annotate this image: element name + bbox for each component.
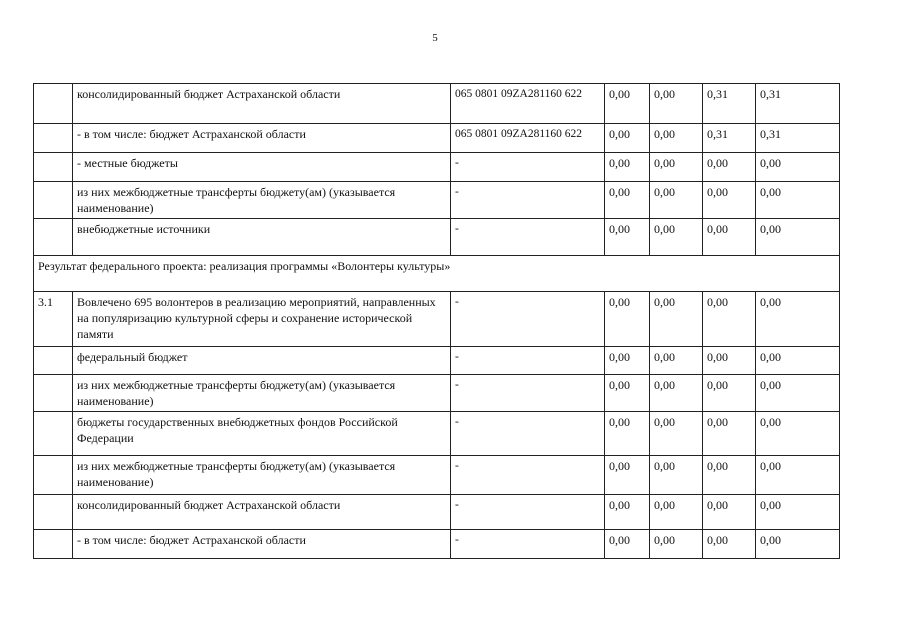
row-value-3: 0,00 [703,153,756,182]
row-value-1: 0,00 [605,153,650,182]
row-name: - местные бюджеты [73,153,451,182]
row-value-1: 0,00 [605,84,650,124]
row-code: - [451,182,605,219]
row-index [34,495,73,530]
row-code: - [451,530,605,559]
row-value-1: 0,00 [605,495,650,530]
row-value-2: 0,00 [650,219,703,256]
table-row [34,495,840,530]
table-row [34,153,840,182]
row-value-3: 0,00 [703,412,756,456]
row-index [34,124,73,153]
row-value-4: 0,00 [756,182,840,219]
row-name: федеральный бюджет [73,347,451,375]
row-index [34,530,73,559]
row-value-3: 0,00 [703,456,756,495]
row-index [34,456,73,495]
row-name: из них межбюджетные трансферты бюджету(ам) (указывается наименование) [73,375,451,412]
row-value-2: 0,00 [650,182,703,219]
row-name: - в том числе: бюджет Астраханской области [73,124,451,153]
row-value-3: 0,00 [703,495,756,530]
row-value-3: 0,00 [703,219,756,256]
row-code: - [451,292,605,347]
row-value-1: 0,00 [605,182,650,219]
row-value-4: 0,31 [756,124,840,153]
row-name: - в том числе: бюджет Астраханской области [73,530,451,559]
row-value-4: 0,00 [756,495,840,530]
row-value-4: 0,00 [756,412,840,456]
section-title: Результат федерального проекта: реализация программы «Волонтеры культуры» [34,256,840,292]
row-value-2: 0,00 [650,456,703,495]
row-name: консолидированный бюджет Астраханской области [73,84,451,124]
row-code: 065 0801 09ZA281160 622 [451,124,605,153]
row-code: - [451,412,605,456]
row-value-1: 0,00 [605,124,650,153]
row-index [34,412,73,456]
row-code: - [451,347,605,375]
row-name: Вовлечено 695 волонтеров в реализацию мероприятий, направленных на популяризацию культурной сферы и сохранение исторической памяти [73,292,451,347]
table-row [34,219,840,256]
row-value-3: 0,31 [703,84,756,124]
row-value-1: 0,00 [605,456,650,495]
row-index: 3.1 [34,292,73,347]
row-value-4: 0,00 [756,219,840,256]
row-value-1: 0,00 [605,219,650,256]
row-name: бюджеты государственных внебюджетных фондов Российской Федерации [73,412,451,456]
row-value-4: 0,00 [756,375,840,412]
row-index [34,84,73,124]
row-value-4: 0,31 [756,84,840,124]
row-value-4: 0,00 [756,456,840,495]
row-name: консолидированный бюджет Астраханской области [73,495,451,530]
row-code: - [451,153,605,182]
row-name: внебюджетные источники [73,219,451,256]
table-row [34,347,840,375]
row-value-3: 0,00 [703,292,756,347]
row-value-2: 0,00 [650,375,703,412]
row-value-3: 0,00 [703,182,756,219]
table-row [34,375,840,412]
table-row [34,530,840,559]
row-value-4: 0,00 [756,347,840,375]
row-value-2: 0,00 [650,124,703,153]
table-row [34,182,840,219]
row-index [34,153,73,182]
row-value-2: 0,00 [650,412,703,456]
row-value-2: 0,00 [650,84,703,124]
row-value-1: 0,00 [605,375,650,412]
row-code: - [451,375,605,412]
row-value-4: 0,00 [756,153,840,182]
budget-table [33,83,840,559]
row-index [34,219,73,256]
section-row [34,256,840,292]
table-row [34,84,840,124]
table-row [34,456,840,495]
row-name: из них межбюджетные трансферты бюджету(ам) (указывается наименование) [73,182,451,219]
row-index [34,347,73,375]
row-value-2: 0,00 [650,530,703,559]
row-value-1: 0,00 [605,412,650,456]
row-value-2: 0,00 [650,153,703,182]
row-value-2: 0,00 [650,347,703,375]
row-value-4: 0,00 [756,530,840,559]
row-code: - [451,456,605,495]
row-index [34,182,73,219]
row-name: из них межбюджетные трансферты бюджету(ам) (указывается наименование) [73,456,451,495]
row-value-3: 0,31 [703,124,756,153]
row-value-1: 0,00 [605,347,650,375]
row-value-1: 0,00 [605,530,650,559]
page-number: 5 [432,32,438,44]
row-value-4: 0,00 [756,292,840,347]
row-code: - [451,495,605,530]
table-row [34,412,840,456]
row-value-3: 0,00 [703,347,756,375]
row-value-2: 0,00 [650,495,703,530]
table-row [34,124,840,153]
row-code: 065 0801 09ZA281160 622 [451,84,605,124]
row-value-3: 0,00 [703,530,756,559]
row-index [34,375,73,412]
table-row [34,292,840,347]
row-value-2: 0,00 [650,292,703,347]
row-value-3: 0,00 [703,375,756,412]
row-value-1: 0,00 [605,292,650,347]
row-code: - [451,219,605,256]
